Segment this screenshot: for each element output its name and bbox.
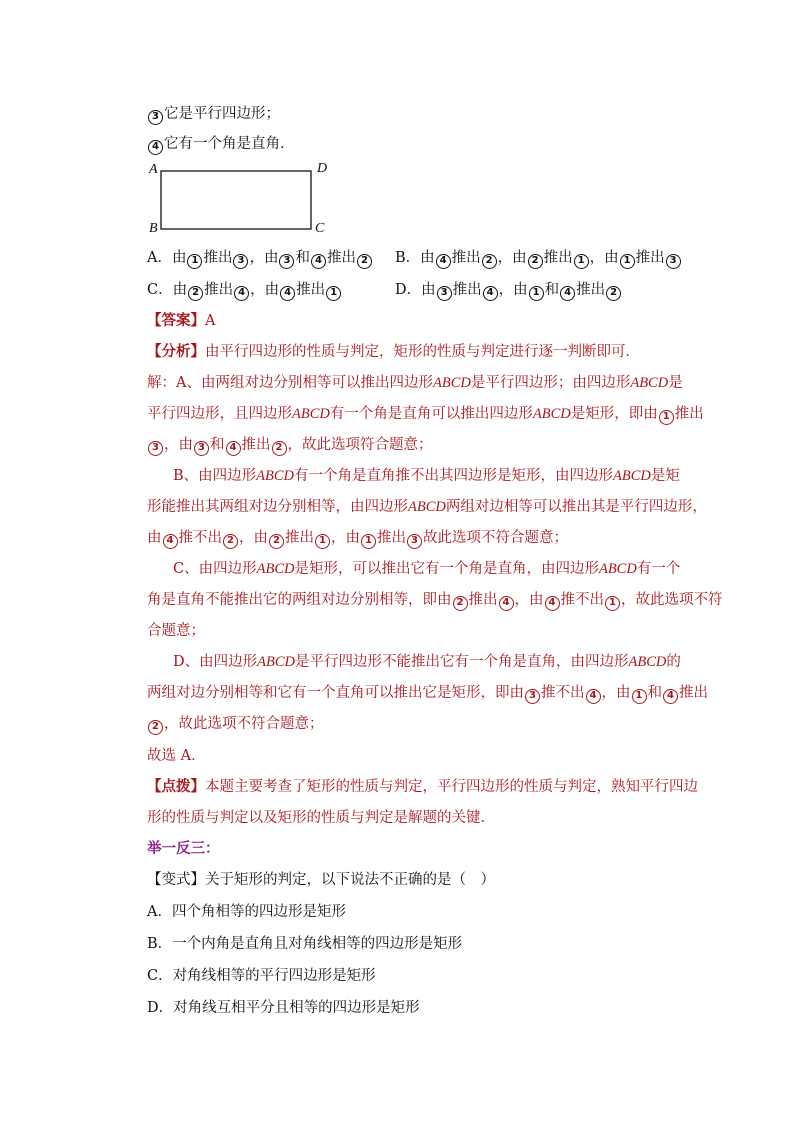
solution-text: 两组对边分别相等和它有一个直角可以推出它是矩形，即由 (147, 685, 524, 701)
vertex-label-d: D (317, 161, 328, 176)
solution-text: ，由 (164, 437, 193, 453)
circled-4: 4 (663, 689, 678, 704)
solution-text: 形能推出其两组对边分别相等，由四边形 (147, 499, 408, 515)
circled-4: 4 (280, 286, 295, 301)
circled-2: 2 (606, 286, 621, 301)
option-a-text: 推出 (326, 250, 356, 266)
abcd-label: ABCD (256, 561, 295, 577)
analysis-text: 由平行四边形的性质与判定，矩形的性质与判定进行逐一判断即可． (205, 344, 640, 360)
circled-3: 3 (525, 689, 540, 704)
option-d-text: 推出 (576, 282, 606, 298)
solution-text: 有一个 (636, 561, 681, 577)
circled-4: 4 (226, 441, 241, 456)
statement-3 (147, 104, 687, 125)
solution-text: 和 (210, 437, 225, 453)
solution-text: B、由四边形 (173, 468, 257, 484)
solution-c-line1 (173, 559, 713, 579)
solution-text: 平行四边形，且四边形 (147, 406, 292, 422)
circled-3: 3 (437, 286, 452, 301)
circled-4: 4 (586, 689, 601, 704)
solution-text: 两组对边相等可以推出其是平行四边形， (445, 499, 707, 515)
option-d-prefix: D．由 (395, 282, 436, 298)
option-a (147, 248, 373, 269)
circled-3: 3 (666, 254, 681, 269)
abcd-label: ABCD (532, 406, 571, 422)
circled-2: 2 (223, 534, 238, 549)
circled-1: 1 (361, 534, 376, 549)
circled-1: 1 (529, 286, 544, 301)
answer-tag: 【答案】 (147, 312, 205, 329)
answer-line (147, 311, 687, 331)
option-d (395, 280, 622, 301)
circled-2: 2 (453, 596, 468, 611)
solution-text: 推出 (679, 685, 708, 701)
solution-text: ，由 (601, 685, 631, 701)
variant-option-d: D．对角线互相平分且相等的四边形是矩形 (147, 1000, 420, 1016)
solution-text: 由 (147, 530, 162, 546)
circled-4: 4 (483, 286, 498, 301)
variant-stem: 【变式】关于矩形的判定，以下说法不正确的是（ ） (147, 872, 495, 888)
solution-text: ，由 (331, 530, 360, 546)
circled-3: 3 (148, 110, 163, 125)
circled-1: 1 (315, 534, 330, 549)
solution-text: 角是直角不能推出它的两组对边分别相等，即由 (147, 592, 452, 608)
abcd-label: ABCD (628, 654, 667, 670)
solution-text: 推出 (241, 437, 271, 453)
solution-text: 是平行四边形不能推出它有一个角是直角，由四边形 (295, 654, 629, 670)
solution-text: ，故此选项不符合题意； (164, 716, 324, 732)
option-a-prefix: A．由 (147, 250, 187, 266)
solution-text: 推不出 (541, 685, 585, 701)
circled-1: 1 (187, 254, 202, 269)
option-b-text: ，由 (589, 250, 619, 266)
abcd-label: ABCD (598, 561, 637, 577)
solution-b-line3 (147, 528, 687, 549)
option-b (395, 248, 682, 269)
solution-text: ，由 (239, 530, 268, 546)
circled-3: 3 (194, 441, 209, 456)
comment-text: 本题主要考查了矩形的性质与判定，平行四边形的性质与判定，熟知平行四边 (205, 779, 698, 795)
option-a-text: 和 (295, 250, 310, 266)
option-c-text: ，由 (250, 282, 280, 298)
solution-b-line2 (147, 497, 707, 517)
solution-c-line3 (147, 621, 687, 641)
circled-3: 3 (279, 254, 294, 269)
solution-text: 的 (666, 654, 681, 670)
circled-4: 4 (234, 286, 249, 301)
circled-2: 2 (148, 720, 163, 735)
abcd-label: ABCD (630, 375, 669, 391)
circled-2: 2 (528, 254, 543, 269)
variant-option-c: C．对角线相等的平行四边形是矩形 (147, 968, 376, 984)
circled-4: 4 (560, 286, 575, 301)
option-b-text: ，由 (497, 250, 527, 266)
comment-tag: 【点拨】 (147, 778, 205, 795)
final-choice-text: 故选 A． (147, 748, 206, 764)
solution-text: 和 (647, 685, 662, 701)
statement-3-text: 它是平行四边形； (164, 106, 280, 122)
solution-text: 是矩形，可以推出它有一个角是直角，由四边形 (294, 561, 599, 577)
solution-text: 推出 (377, 530, 406, 546)
circled-3: 3 (148, 441, 163, 456)
solution-text: 有一个角是直角可以推出四边形 (329, 406, 533, 422)
solution-c-line2 (147, 590, 723, 611)
option-d-text: 和 (544, 282, 560, 298)
solution-text: 是平行四边形；由四边形 (470, 375, 631, 391)
option-b-prefix: B．由 (395, 250, 435, 266)
option-d-text: ，由 (498, 282, 528, 298)
solution-text: 推出 (285, 530, 314, 546)
solution-text: 故此选项不符合题意； (423, 530, 568, 546)
circled-4: 4 (545, 596, 560, 611)
option-c (147, 280, 342, 301)
abcd-label: ABCD (257, 654, 295, 670)
circled-1: 1 (632, 689, 647, 704)
solution-a-line2 (147, 404, 704, 425)
circled-2: 2 (188, 286, 203, 301)
statement-4 (147, 134, 687, 155)
option-c-text: 推出 (204, 282, 234, 298)
circled-2: 2 (357, 254, 372, 269)
solution-text: D、由四边形 (173, 654, 258, 670)
rectangle-figure (140, 160, 340, 240)
solution-text: 推不出 (560, 592, 604, 608)
solution-text: 是矩 (650, 468, 680, 484)
circled-2: 2 (272, 441, 287, 456)
solution-text: 合题意； (147, 623, 205, 639)
abcd-label: ABCD (613, 468, 651, 484)
circled-4: 4 (436, 254, 451, 269)
comment-line2 (147, 808, 687, 828)
circled-1: 1 (620, 254, 635, 269)
option-b-text: 推出 (451, 250, 481, 266)
circled-3: 3 (407, 534, 422, 549)
solution-text: ，由 (514, 592, 544, 608)
solution-text: 是 (668, 375, 683, 391)
solution-d-line1 (173, 652, 713, 672)
statement-4-text: 它有一个角是直角． (164, 136, 295, 152)
solution-a-line1 (147, 373, 687, 393)
circled-2: 2 (482, 254, 497, 269)
rectangle-abcd (161, 171, 311, 229)
option-c-prefix: C．由 (147, 282, 188, 298)
solution-text: 推出 (674, 406, 704, 422)
solution-d-line2 (147, 683, 708, 704)
solution-text: ，故此选项符合题意； (287, 437, 433, 453)
option-c-text: 推出 (296, 282, 326, 298)
solution-d-line3 (147, 714, 687, 735)
solution-a-line3 (147, 435, 687, 456)
solution-b-line1 (173, 466, 713, 486)
solution-text: 解：A、由两组对边分别相等可以推出四边形 (147, 375, 433, 391)
section-title: 举一反三： (147, 840, 220, 857)
final-choice (147, 746, 687, 766)
circled-4: 4 (499, 596, 514, 611)
answer-value: A (205, 313, 216, 329)
solution-text: 推不出 (178, 530, 222, 546)
rectangle-svg (140, 160, 340, 240)
variant-option-b: B．一个内角是直角且对角线相等的四边形是矩形 (147, 936, 463, 952)
solution-text: 推出 (468, 592, 498, 608)
vertex-label-b: B (149, 221, 158, 236)
variant-option-a: A．四个角相等的四边形是矩形 (147, 904, 346, 920)
solution-text: ，故此选项不符 (621, 592, 723, 608)
analysis-line (147, 342, 687, 362)
circled-3: 3 (233, 254, 248, 269)
circled-1: 1 (659, 410, 674, 425)
solution-text: C、由四边形 (173, 561, 257, 577)
abcd-label: ABCD (292, 406, 330, 422)
circled-4: 4 (311, 254, 326, 269)
circled-1: 1 (574, 254, 589, 269)
abcd-label: ABCD (256, 468, 295, 484)
circled-1: 1 (605, 596, 620, 611)
vertex-label-c: C (315, 221, 325, 236)
solution-text: 是矩形，即由 (570, 406, 658, 422)
abcd-label: ABCD (408, 499, 446, 515)
circled-4: 4 (163, 534, 178, 549)
circled-4: 4 (148, 140, 163, 155)
comment-text: 形的性质与判定以及矩形的性质与判定是解题的关键． (147, 810, 495, 826)
option-b-text: 推出 (635, 250, 665, 266)
abcd-label: ABCD (432, 375, 471, 391)
option-b-text: 推出 (543, 250, 573, 266)
option-a-text: ，由 (249, 250, 279, 266)
option-d-text: 推出 (452, 282, 482, 298)
circled-1: 1 (326, 286, 341, 301)
option-a-text: 推出 (203, 250, 233, 266)
analysis-tag: 【分析】 (147, 343, 205, 360)
circled-2: 2 (269, 534, 284, 549)
solution-text: 有一个角是直角推不出其四边形是矩形，由四边形 (294, 468, 614, 484)
vertex-label-a: A (149, 162, 158, 177)
comment-line1 (147, 777, 698, 797)
